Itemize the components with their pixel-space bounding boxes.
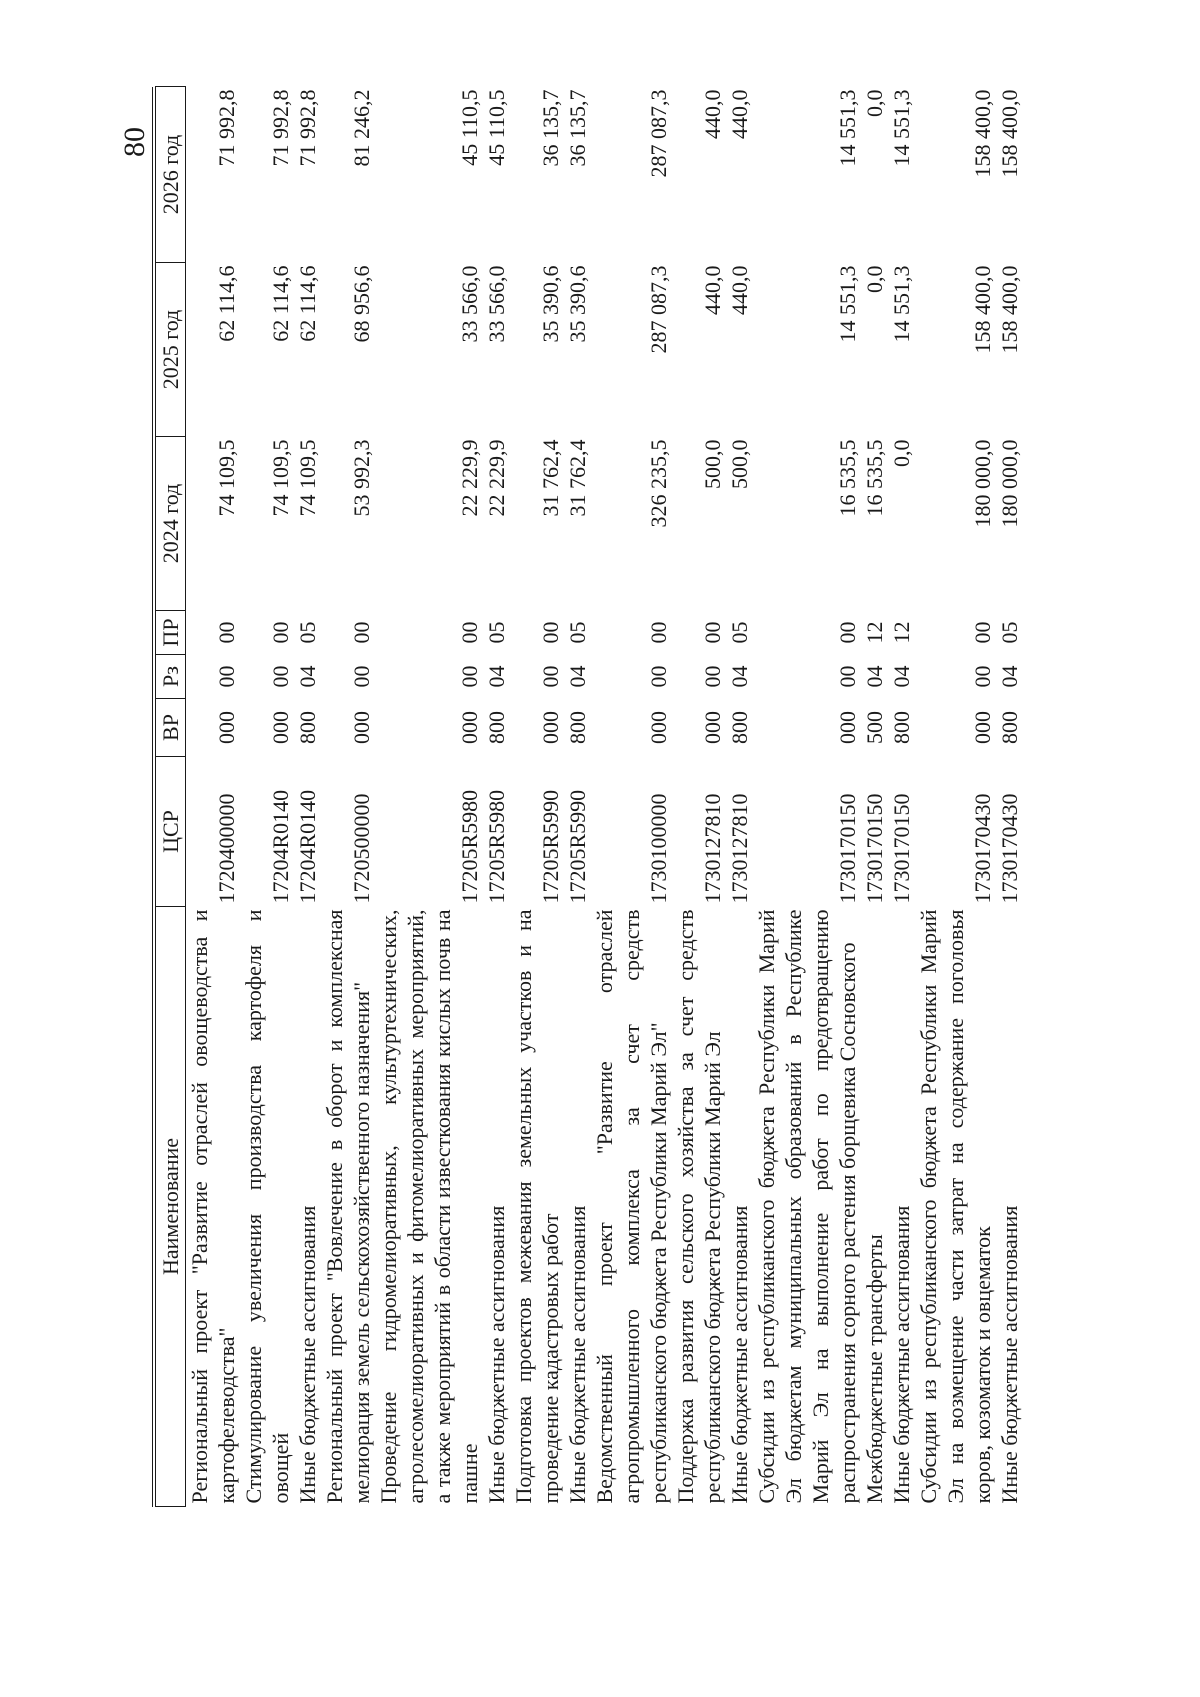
cell-2025: 287 087,3 <box>646 265 671 354</box>
cell-2025: 62 114,6 <box>268 265 293 342</box>
cell-pr: 00 <box>700 621 725 644</box>
table-row <box>996 87 1026 1507</box>
table-row <box>861 87 888 1507</box>
cell-rz: 04 <box>565 665 590 688</box>
table-row <box>483 87 510 1507</box>
cell-2025: 62 114,6 <box>295 265 320 342</box>
header-vr: ВР <box>156 699 186 757</box>
cell-csr: 1730127810 <box>700 793 725 904</box>
cell-csr: 1730170150 <box>889 793 914 904</box>
cell-vr: 000 <box>835 711 860 744</box>
cell-2025: 14 551,3 <box>835 265 860 343</box>
cell-rz: 04 <box>484 665 509 688</box>
cell-vr: 000 <box>970 711 995 744</box>
cell-pr: 00 <box>835 621 860 644</box>
cell-vr: 800 <box>484 711 509 744</box>
cell-2025: 68 956,6 <box>349 265 374 343</box>
cell-vr: 000 <box>646 711 671 744</box>
cell-pr: 00 <box>457 621 482 644</box>
cell-2025: 14 551,3 <box>889 265 914 343</box>
cell-2025: 440,0 <box>727 265 752 315</box>
cell-2024: 500,0 <box>700 439 725 489</box>
cell-pr: 12 <box>889 621 914 644</box>
cell-2025: 33 566,0 <box>457 265 482 343</box>
cell-2024: 22 229,9 <box>457 439 482 517</box>
cell-rz: 04 <box>295 665 320 688</box>
cell-name: Иные бюджетные ассигнования <box>484 1205 509 1504</box>
cell-2025: 62 114,6 <box>214 265 239 342</box>
table-row <box>726 87 753 1507</box>
cell-2026: 36 135,7 <box>565 89 590 167</box>
cell-rz: 04 <box>727 665 752 688</box>
table-row <box>186 87 241 1507</box>
cell-name: Иные бюджетные ассигнования <box>565 1205 590 1504</box>
cell-rz: 00 <box>970 665 995 688</box>
table-body <box>186 87 1027 1507</box>
cell-pr: 00 <box>538 621 563 644</box>
cell-pr: 05 <box>565 621 590 644</box>
cell-pr: 05 <box>484 621 509 644</box>
table-header <box>156 87 186 1507</box>
cell-pr: 12 <box>862 621 887 644</box>
cell-rz: 04 <box>889 665 914 688</box>
cell-csr: 17205R5990 <box>538 789 563 904</box>
cell-2026: 81 246,2 <box>349 89 374 167</box>
budget-table <box>155 86 1026 1507</box>
table-row <box>240 87 294 1507</box>
cell-2026: 45 110,5 <box>457 89 482 166</box>
header-csr: ЦСР <box>156 757 186 907</box>
header-2026: 2026 год <box>156 87 186 263</box>
cell-csr: 1730170430 <box>970 793 995 904</box>
cell-2024: 31 762,4 <box>538 439 563 517</box>
header-2025: 2025 год <box>156 263 186 437</box>
cell-rz: 00 <box>835 665 860 688</box>
cell-rz: 00 <box>457 665 482 688</box>
cell-name: Региональный проект "Развитие отраслей овощеводства и картофелеводства" <box>187 909 239 1504</box>
top-rule <box>152 87 153 1507</box>
cell-rz: 00 <box>538 665 563 688</box>
cell-2026: 440,0 <box>700 89 725 139</box>
cell-vr: 000 <box>268 711 293 744</box>
cell-rz: 00 <box>214 665 239 688</box>
table-row <box>888 87 915 1507</box>
cell-2024: 74 109,5 <box>214 439 239 517</box>
header-rz: Рз <box>156 655 186 699</box>
cell-2024: 180 000,0 <box>970 439 995 528</box>
cell-2024: 326 235,5 <box>646 439 671 528</box>
cell-vr: 800 <box>727 711 752 744</box>
header-2024: 2024 год <box>156 437 186 611</box>
header-name: Наименование <box>156 907 186 1507</box>
cell-2024: 500,0 <box>727 439 752 489</box>
cell-pr: 00 <box>646 621 671 644</box>
cell-2026: 0,0 <box>862 89 887 117</box>
cell-2025: 35 390,6 <box>538 265 563 343</box>
cell-2025: 440,0 <box>700 265 725 315</box>
cell-vr: 000 <box>457 711 482 744</box>
cell-pr: 05 <box>727 621 752 644</box>
cell-2024: 0,0 <box>889 439 914 467</box>
cell-rz: 00 <box>349 665 374 688</box>
cell-vr: 800 <box>997 711 1022 744</box>
cell-2024: 16 535,5 <box>862 439 887 517</box>
cell-2024: 53 992,3 <box>349 439 374 517</box>
cell-2024: 74 109,5 <box>268 439 293 517</box>
cell-name: Субсидии из республиканского бюджета Республики Марий Эл на возмещение части затрат на содержание поголовья коров, козоматок и овцематок <box>916 909 995 1504</box>
page-number: 80 <box>118 127 151 157</box>
cell-vr: 000 <box>538 711 563 744</box>
cell-pr: 00 <box>970 621 995 644</box>
header-pr: ПР <box>156 611 186 655</box>
table-row <box>321 87 375 1507</box>
cell-vr: 000 <box>214 711 239 744</box>
cell-name: Иные бюджетные ассигнования <box>727 1205 752 1504</box>
cell-2026: 71 992,8 <box>214 89 239 167</box>
cell-name: Субсидии из республиканского бюджета Республики Марий Эл бюджетам муниципальных образований в Республике Марий Эл на выполнение работ по предотвращению распространения сорного растения борщевика Сосновского <box>754 909 860 1504</box>
cell-2026: 71 992,8 <box>268 89 293 167</box>
cell-2025: 33 566,0 <box>484 265 509 343</box>
cell-vr: 800 <box>295 711 320 744</box>
cell-2026: 36 135,7 <box>538 89 563 167</box>
cell-rz: 00 <box>646 665 671 688</box>
cell-csr: 17205R5990 <box>565 789 590 904</box>
cell-csr: 1730127810 <box>727 793 752 904</box>
cell-csr: 1730170430 <box>997 793 1022 904</box>
header-row <box>156 87 186 1507</box>
cell-rz: 00 <box>700 665 725 688</box>
cell-2026: 71 992,8 <box>295 89 320 167</box>
table-row <box>294 87 321 1507</box>
cell-name: Стимулирование увеличения производства картофеля и овощей <box>241 909 293 1504</box>
cell-name: Поддержка развития сельского хозяйства за счет средств республиканского бюджета Республики Марий Эл <box>673 909 725 1504</box>
cell-2026: 158 400,0 <box>997 89 1022 178</box>
cell-vr: 800 <box>889 711 914 744</box>
cell-pr: 00 <box>349 621 374 644</box>
cell-name: Межбюджетные трансферты <box>862 1234 887 1504</box>
table-row <box>510 87 564 1507</box>
cell-vr: 000 <box>349 711 374 744</box>
cell-name: Иные бюджетные ассигнования <box>889 1205 914 1504</box>
cell-vr: 800 <box>565 711 590 744</box>
cell-2026: 287 087,3 <box>646 89 671 178</box>
cell-csr: 17204R0140 <box>268 789 293 904</box>
cell-pr: 05 <box>997 621 1022 644</box>
cell-name: Иные бюджетные ассигнования <box>997 1205 1022 1504</box>
cell-2024: 74 109,5 <box>295 439 320 517</box>
cell-2024: 180 000,0 <box>997 439 1022 528</box>
table-row <box>591 87 672 1507</box>
cell-name: Ведомственный проект "Развитие отраслей агропромышленного комплекса за счет средств республиканского бюджета Республики Марий Эл" <box>592 909 671 1504</box>
cell-2025: 0,0 <box>862 265 887 293</box>
cell-2024: 22 229,9 <box>484 439 509 517</box>
table-row <box>915 87 996 1507</box>
cell-csr: 17205R5980 <box>484 789 509 904</box>
cell-name: Иные бюджетные ассигнования <box>295 1205 320 1504</box>
cell-csr: 1730170150 <box>835 793 860 904</box>
cell-2024: 16 535,5 <box>835 439 860 517</box>
cell-2025: 158 400,0 <box>970 265 995 354</box>
cell-2026: 440,0 <box>727 89 752 139</box>
cell-rz: 00 <box>268 665 293 688</box>
cell-2026: 14 551,3 <box>835 89 860 167</box>
cell-name: Проведение гидромелиоративных, культуртехнических, агролесомелиоративных и фитомелиоративных мероприятий, а также мероприятий в области известкования кислых почв на пашне <box>376 909 482 1504</box>
cell-2024: 31 762,4 <box>565 439 590 517</box>
cell-name: Региональный проект "Вовлечение в оборот и комплексная мелиорация земель сельскохозяйственного назначения" <box>322 909 374 1504</box>
cell-2026: 158 400,0 <box>970 89 995 178</box>
cell-2026: 14 551,3 <box>889 89 914 167</box>
cell-rz: 04 <box>862 665 887 688</box>
cell-pr: 05 <box>295 621 320 644</box>
cell-csr: 1720500000 <box>349 793 374 904</box>
table-row <box>753 87 861 1507</box>
cell-csr: 1720400000 <box>214 793 239 904</box>
cell-csr: 17205R5980 <box>457 789 482 904</box>
table-row <box>375 87 483 1507</box>
table-row <box>672 87 726 1507</box>
cell-name: Подготовка проектов межевания земельных участков и на проведение кадастровых работ <box>511 909 563 1504</box>
cell-rz: 04 <box>997 665 1022 688</box>
cell-2026: 45 110,5 <box>484 89 509 166</box>
cell-pr: 00 <box>214 621 239 644</box>
table-row <box>564 87 591 1507</box>
cell-pr: 00 <box>268 621 293 644</box>
cell-csr: 1730100000 <box>646 793 671 904</box>
cell-2025: 158 400,0 <box>997 265 1022 354</box>
cell-vr: 000 <box>700 711 725 744</box>
cell-2025: 35 390,6 <box>565 265 590 343</box>
cell-csr: 1730170150 <box>862 793 887 904</box>
cell-csr: 17204R0140 <box>295 789 320 904</box>
cell-vr: 500 <box>862 711 887 744</box>
